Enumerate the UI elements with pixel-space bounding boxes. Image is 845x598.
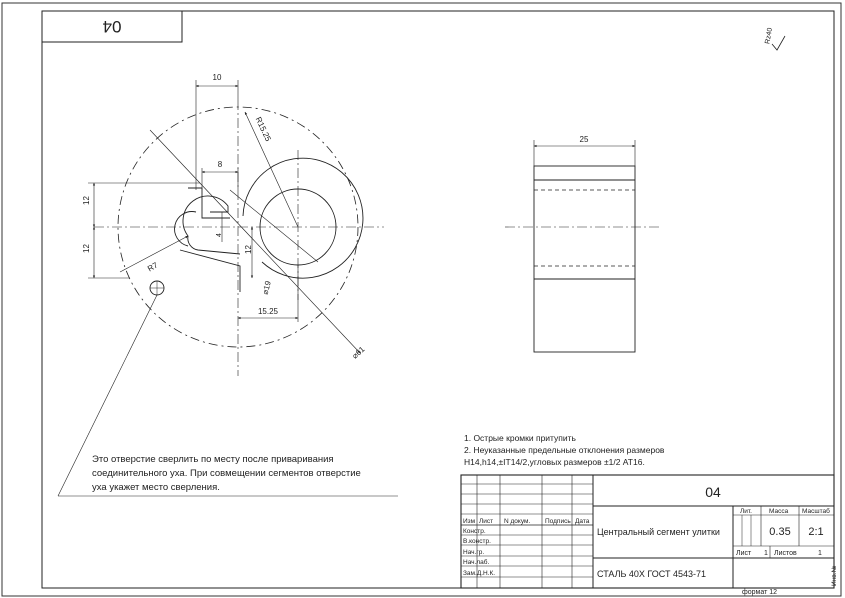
tb-role-4: Нач.лаб. bbox=[463, 559, 490, 566]
tb-lit-label: Лит. bbox=[740, 508, 752, 515]
slot-profile bbox=[175, 188, 240, 254]
dim-12-right: 12 bbox=[244, 245, 253, 254]
dim-r7: R7 bbox=[146, 260, 160, 274]
dim-r1525: R15.25 bbox=[253, 115, 273, 143]
tb-sheets-no: 1 bbox=[818, 550, 822, 557]
tb-role-5: Зам.Д.Н.К. bbox=[463, 570, 496, 577]
roughness-symbol bbox=[764, 27, 785, 50]
dim-12-top: 12 bbox=[82, 196, 91, 205]
tb-role-3: Нач.гр. bbox=[463, 549, 485, 556]
tb-sheet-label: Лист bbox=[736, 550, 752, 557]
tb-h-data: Дата bbox=[575, 518, 590, 525]
dim-1525: 15.25 bbox=[257, 307, 279, 316]
tb-part-name: Центральный сегмент улитки bbox=[597, 527, 720, 537]
tb-h-podp: Подпись bbox=[545, 518, 571, 525]
dim-25: 25 bbox=[579, 135, 589, 144]
dim-4: 4 bbox=[216, 233, 223, 237]
tb-sheets-label: Листов bbox=[774, 550, 797, 557]
tb-role-2: В.констр. bbox=[463, 538, 491, 545]
tb-sheet-no: 1 bbox=[764, 550, 768, 557]
format-label: формат 12 bbox=[742, 589, 778, 596]
side-stamp: Инв.№ bbox=[831, 565, 838, 586]
tb-h-izm: Изм bbox=[463, 518, 476, 525]
tb-h-list: Лист bbox=[479, 518, 494, 525]
dim-d61: ⌀61 bbox=[350, 344, 367, 361]
tb-mass: 0.35 bbox=[769, 526, 791, 538]
dim-12-bottom: 12 bbox=[82, 244, 91, 253]
tb-role-1: Констр. bbox=[463, 528, 486, 535]
tb-designation: 04 bbox=[705, 484, 721, 500]
tb-mass-label: Масса bbox=[769, 508, 789, 515]
note-1: 1. Острые кромки притупить bbox=[464, 433, 576, 443]
tb-material: СТАЛЬ 40Х ГОСТ 4543-71 bbox=[597, 569, 707, 579]
left-view bbox=[58, 80, 398, 496]
hole-note-line-3: уха укажет место сверления. bbox=[92, 482, 220, 493]
roughness-text: Rz40 bbox=[764, 27, 775, 45]
dim-10: 10 bbox=[212, 73, 222, 82]
tb-scale: 2:1 bbox=[808, 526, 824, 538]
tb-scale-label: Масштаб bbox=[802, 508, 830, 515]
outer-border bbox=[2, 3, 841, 596]
hole-note-line-1: Это отверстие сверлить по месту после приваривания bbox=[92, 454, 334, 465]
corner-box-text: 04 bbox=[102, 17, 122, 36]
inner-frame bbox=[42, 11, 834, 588]
dim-8: 8 bbox=[217, 160, 223, 169]
note-2: 2. Неуказанные предельные отклонения размеров bbox=[464, 445, 665, 455]
dim-d19: ⌀19 bbox=[260, 279, 273, 296]
note-3: Н14,h14,±IT14/2,угловых размеров ±1/2 АТ16. bbox=[464, 457, 645, 467]
hole-note-line-2: соединительного уха. При совмещении сегментов отверстие bbox=[92, 468, 361, 479]
right-view bbox=[505, 140, 660, 352]
side-rect bbox=[534, 166, 635, 352]
tb-h-ndok: N докум. bbox=[504, 518, 531, 525]
